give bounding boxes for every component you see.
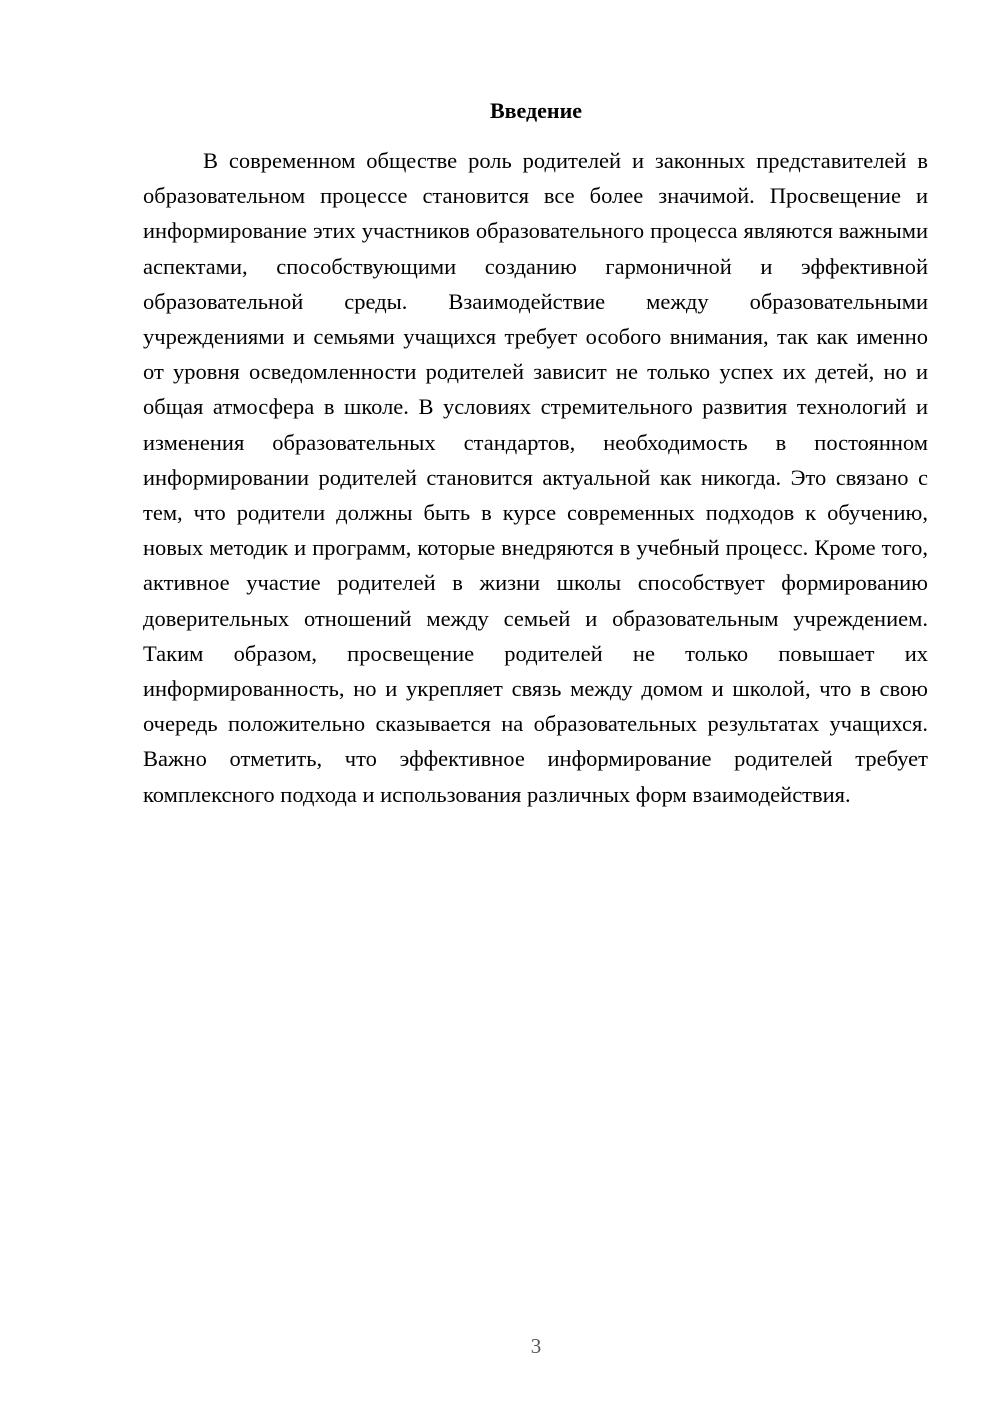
page-number: 3 (530, 1334, 542, 1358)
section-heading: Введение (489, 98, 583, 123)
body-paragraph: В современном обществе роль родителей и законных представителей в образовательном процессе становится все более значимой. Просвещение и информирование этих участников образовательного процесса являются важными аспектами, способствующими созданию гармоничной и эффективной образовательной среды. Взаимодействие между образовательными учреждениями и семьями учащихся требует особого внимания, так как именно от уровня осведомленности родителей зависит не только успех их детей, но и общая атмосфера в школе. В условиях стремительного развития технологий и изменения образовательных стандартов, необходимость в постоянном информировании родителей становится актуальной как никогда. Это связано с тем, что родители должны быть в курсе современных подходов к обучению, новых методик и программ, которые внедряются в учебный процесс. Кроме того, активное участие родителей в жизни школы способствует формированию доверительных отношений между семьей и образовательным учреждением. Таким образом, просвещение родителей не только повышает их информированность, но и укрепляет связь между домом и школой, что в свою очередь положительно сказывается на образовательных результатах учащихся. Важно отметить, что эффективное информирование родителей требует комплексного подхода и использования различных форм взаимодействия. (143, 148, 928, 807)
